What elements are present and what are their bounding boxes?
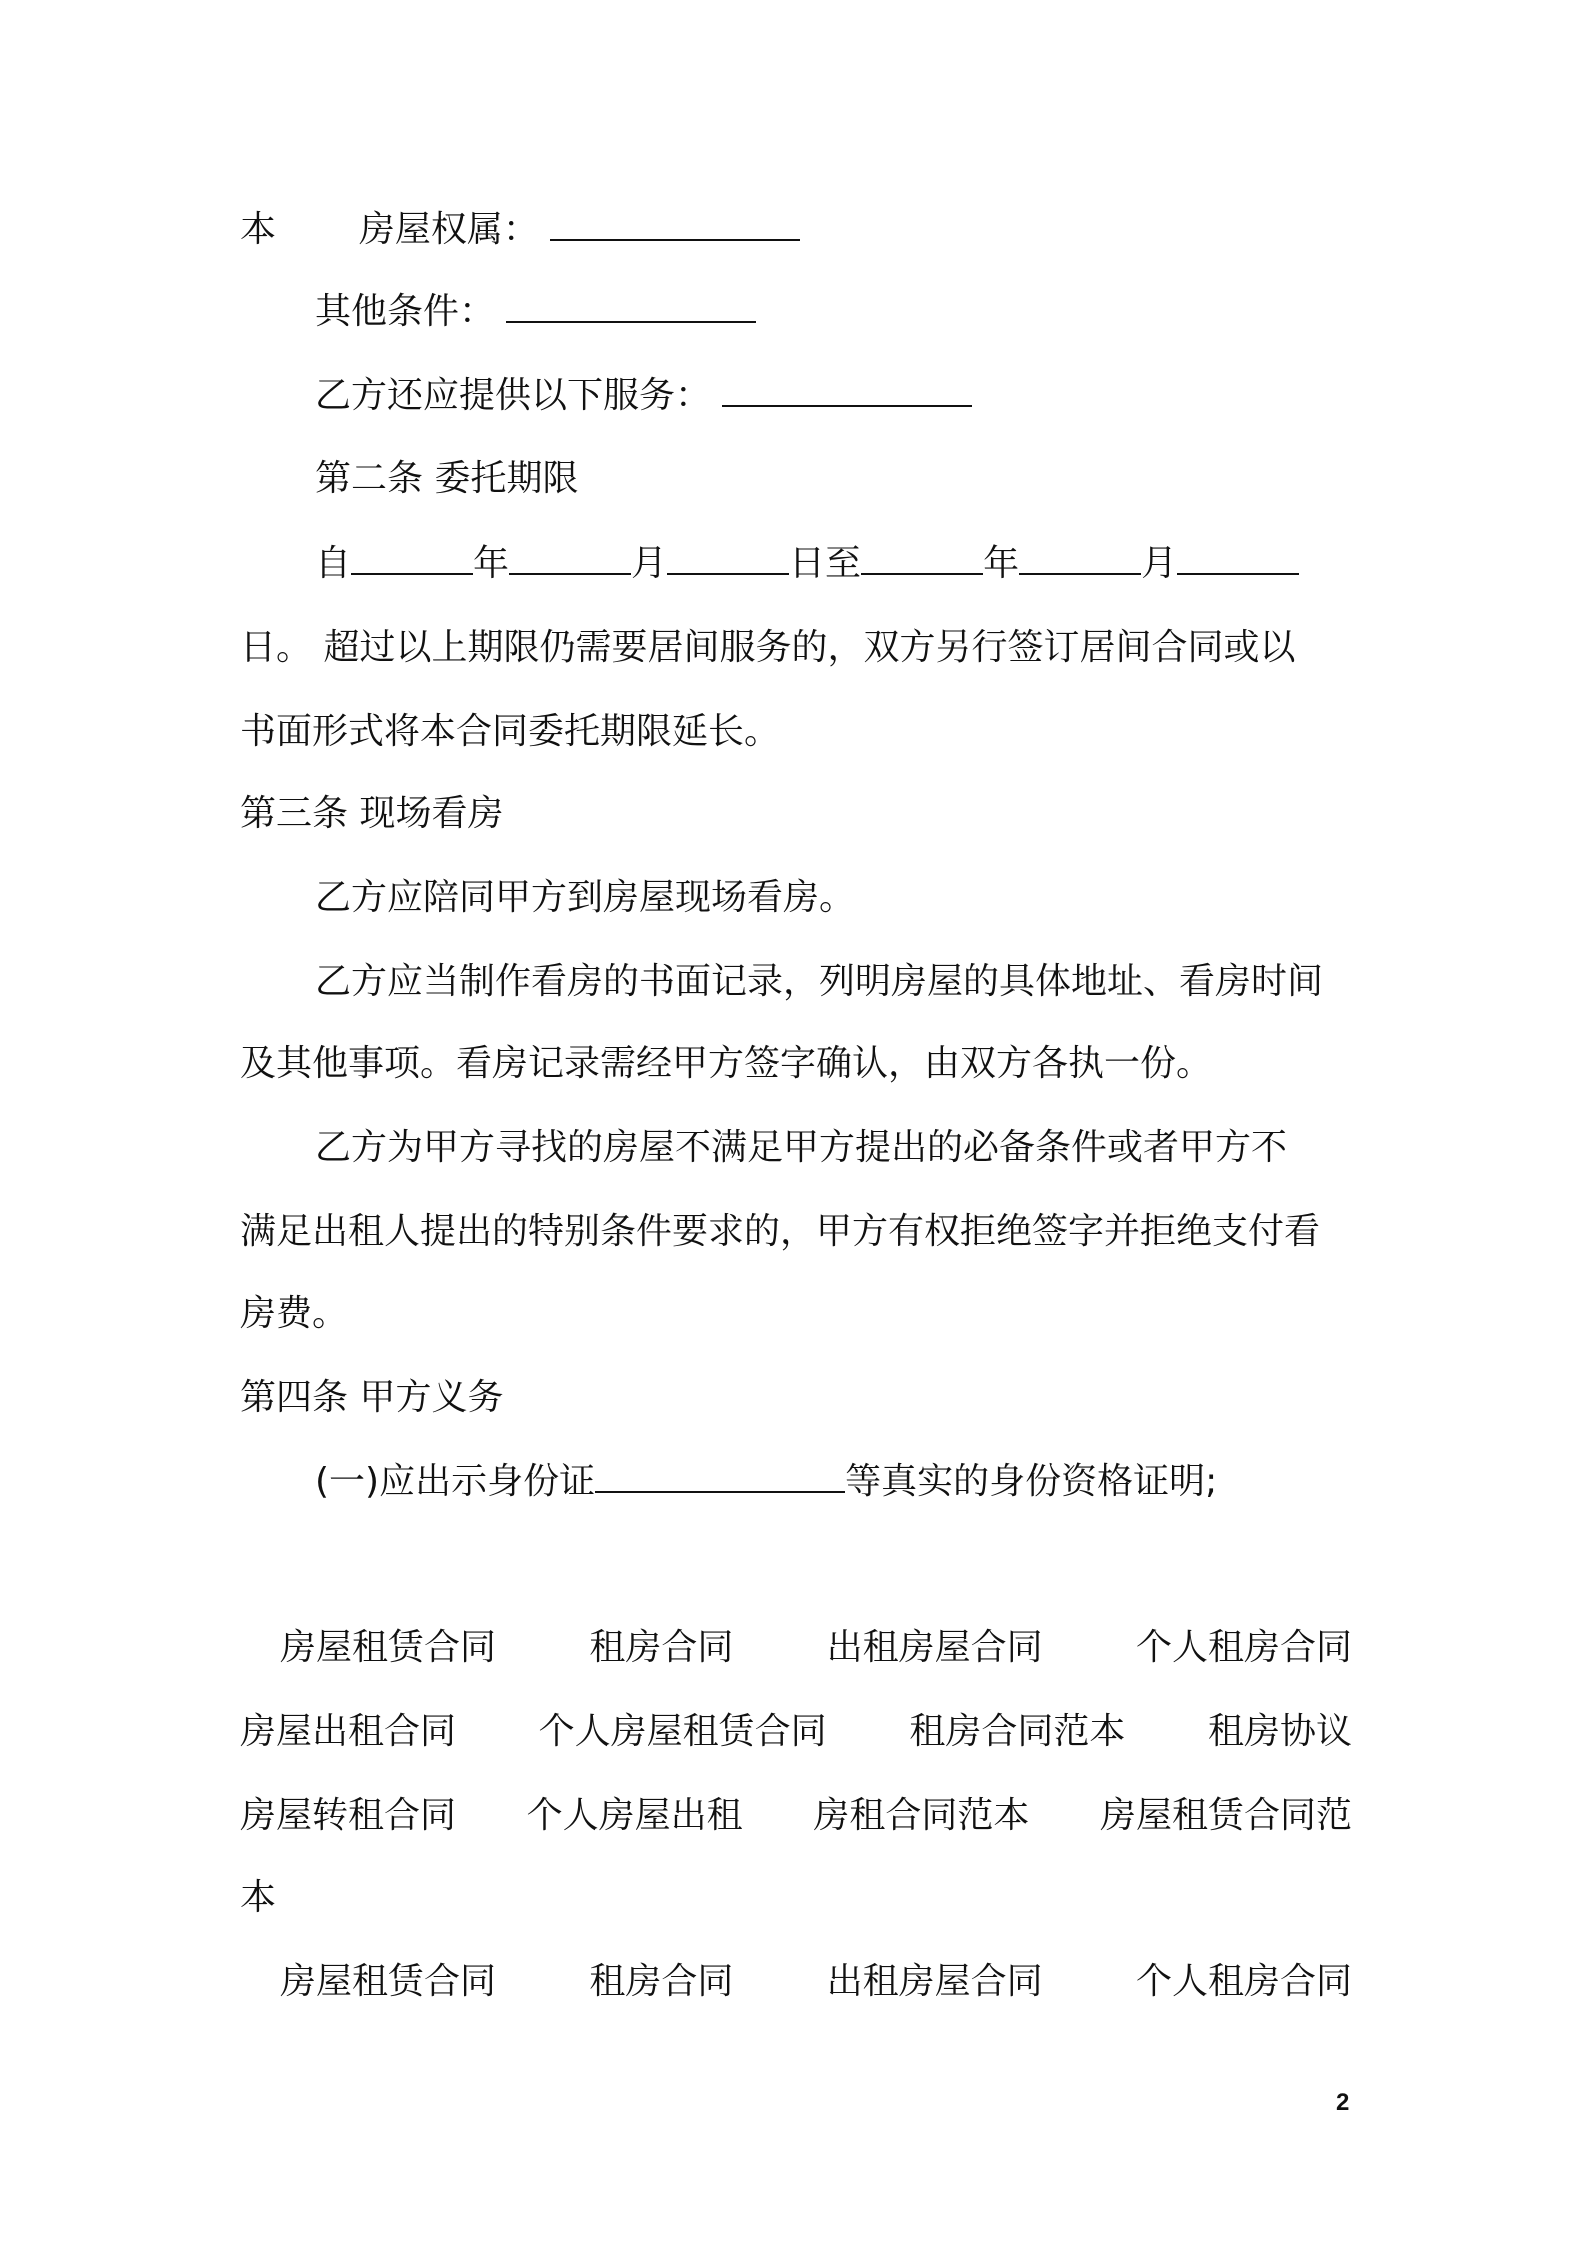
date-text: 日至	[789, 543, 862, 584]
keyword-link[interactable]: 租房合同	[589, 1961, 734, 2002]
keyword-wrap-text: 本	[240, 1877, 277, 1918]
body-line: 日。 超过以上期限仍需要居间服务的，双方另行签订居间合同或以	[240, 627, 1296, 668]
fill-blank	[861, 543, 983, 575]
keyword-row	[240, 1708, 1352, 1756]
body-line: 乙方应陪同甲方到房屋现场看房。	[315, 877, 856, 918]
body-line	[240, 206, 800, 254]
body-line: 乙方为甲方寻找的房屋不满足甲方提出的必备条件或者甲方不	[315, 1127, 1288, 1168]
body-line: 房费。	[240, 1293, 349, 1334]
fill-blank	[667, 543, 789, 575]
body-line: 乙方应当制作看房的书面记录，列明房屋的具体地址、看房时间	[315, 961, 1324, 1002]
id-requirement-text: 等真实的身份资格证明;	[845, 1461, 1218, 1502]
fill-blank	[509, 543, 631, 575]
property-ownership-label: 房屋权属：	[358, 209, 539, 250]
fill-blank	[1019, 543, 1141, 575]
body-line	[315, 288, 756, 336]
keyword-link[interactable]: 房屋租赁合同	[280, 1961, 497, 2002]
keyword-link[interactable]: 租房协议	[1207, 1711, 1352, 1752]
keyword-link[interactable]: 个人房屋出租	[526, 1795, 743, 1836]
date-text: 月	[1141, 543, 1178, 584]
keyword-link[interactable]: 房屋租赁合同	[280, 1627, 497, 1668]
date-text: 年	[473, 543, 510, 584]
page-number: 2	[1336, 2089, 1350, 2116]
keyword-link[interactable]: 房屋转租合同	[240, 1795, 457, 1836]
date-text: 自	[315, 543, 352, 584]
keyword-link[interactable]: 个人租房合同	[1135, 1627, 1352, 1668]
keyword-row	[240, 1792, 1352, 1840]
fill-blank	[351, 543, 473, 575]
section-heading: 第二条 委托期限	[315, 458, 579, 499]
keyword-link[interactable]: 租房合同	[589, 1627, 734, 1668]
keyword-link[interactable]: 出租房屋合同	[826, 1627, 1043, 1668]
date-text: 月	[631, 543, 668, 584]
fill-blank	[550, 209, 800, 241]
keyword-link[interactable]: 房屋出租合同	[240, 1711, 457, 1752]
body-line	[315, 372, 972, 420]
keyword-row	[240, 1624, 1352, 1672]
fill-blank	[595, 1461, 845, 1493]
keyword-link[interactable]: 个人租房合同	[1135, 1961, 1352, 2002]
keyword-link[interactable]: 出租房屋合同	[826, 1961, 1043, 2002]
date-text: 年	[983, 543, 1020, 584]
body-line: 及其他事项。看房记录需经甲方签字确认，由双方各执一份。	[240, 1043, 1213, 1084]
keyword-link[interactable]: 租房合同范本	[909, 1711, 1126, 1752]
keyword-link[interactable]: 个人房屋租赁合同	[538, 1711, 827, 1752]
extra-services-label: 乙方还应提供以下服务：	[315, 375, 712, 416]
keyword-row	[240, 1958, 1352, 2006]
body-line: 满足出租人提出的特别条件要求的，甲方有权拒绝签字并拒绝支付看	[240, 1211, 1321, 1252]
id-requirement-text: (一)应出示身份证	[315, 1461, 596, 1502]
date-line	[315, 540, 1299, 588]
body-line	[315, 1458, 1217, 1506]
section-heading: 第三条 现场看房	[240, 793, 504, 834]
keyword-link[interactable]: 房屋租赁合同范	[1099, 1795, 1352, 1836]
section-heading: 第四条 甲方义务	[240, 1377, 504, 1418]
fill-blank	[1177, 543, 1299, 575]
other-conditions-label: 其他条件：	[315, 291, 496, 332]
body-line: 书面形式将本合同委托期限延长。	[240, 711, 781, 752]
line-start-char: 本	[240, 209, 277, 250]
fill-blank	[506, 291, 756, 323]
fill-blank	[722, 375, 972, 407]
keyword-link[interactable]: 房租合同范本	[813, 1795, 1030, 1836]
